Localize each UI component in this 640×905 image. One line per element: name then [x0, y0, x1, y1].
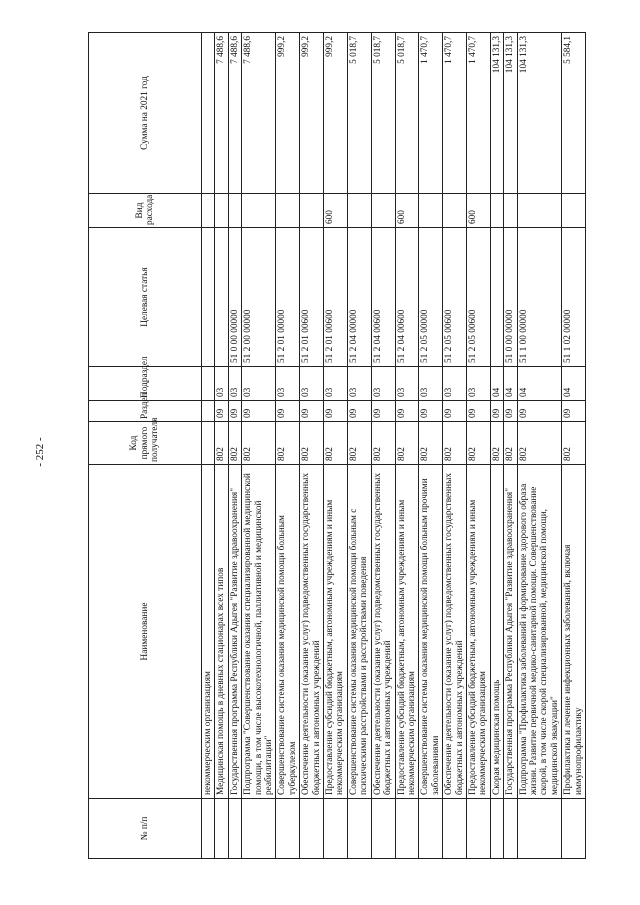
cell-summa: 104 131,3: [517, 33, 562, 194]
cell-podrazdel: 03: [443, 367, 467, 401]
cell-name: Профилактика и лечение инфекционных заболеваний, включая иммунопрофилактику: [562, 465, 586, 799]
cell-podrazdel: 03: [276, 367, 300, 401]
cell-statya: [215, 228, 228, 367]
table-row: [419, 33, 443, 859]
cell-code: 802: [242, 422, 276, 465]
cell-num: [504, 799, 517, 859]
cell-num: [228, 799, 241, 859]
cell-podrazdel: 04: [490, 367, 503, 401]
cell-podrazdel: 03: [395, 367, 419, 401]
cell-summa: 5 018,7: [395, 33, 419, 194]
cell-statya: 51 2 05 00600: [466, 228, 490, 367]
cell-num: [490, 799, 503, 859]
cell-statya: 51 1 00 00000: [517, 228, 562, 367]
cell-summa: 7 488,6: [215, 33, 228, 194]
cell-vid: [371, 194, 395, 228]
table-row: [347, 33, 371, 859]
cell-summa: 1 470,7: [443, 33, 467, 194]
header-num: № п/п: [89, 799, 202, 859]
cell-name: Совершенствование системы оказания медицинской помощи больным с психическими расстройствами и расстройствами поведения: [347, 465, 371, 799]
cell-vid: [276, 194, 300, 228]
table-row: [242, 33, 276, 859]
cell-name: Обеспечение деятельности (оказание услуг) подведомственных государственных бюджетных и автономных учреждений: [300, 465, 324, 799]
cell-podrazdel: 03: [371, 367, 395, 401]
cell-code: 802: [419, 422, 443, 465]
table-row: [466, 33, 490, 859]
header-podrazdel: Подраздел: [89, 367, 202, 401]
cell-code: 802: [324, 422, 348, 465]
cell-num: [443, 799, 467, 859]
cell-name: Совершенствование системы оказания медицинской помощи больным туберкулезом: [276, 465, 300, 799]
cell-vid: 600: [395, 194, 419, 228]
cell-razdel: 09: [504, 401, 517, 422]
cell-podrazdel: 03: [419, 367, 443, 401]
cell-vid: 600: [466, 194, 490, 228]
cell-num: [371, 799, 395, 859]
cell-razdel: 09: [228, 401, 241, 422]
table-row: [504, 33, 517, 859]
cell-code: 802: [347, 422, 371, 465]
cell-code: 802: [490, 422, 503, 465]
cell-razdel: 09: [490, 401, 503, 422]
cell-razdel: 09: [419, 401, 443, 422]
cell-vid: [517, 194, 562, 228]
cell-razdel: 09: [443, 401, 467, 422]
cell-statya: 51 2 01 00600: [300, 228, 324, 367]
cell-vid: [490, 194, 503, 228]
cell-summa: 999,2: [300, 33, 324, 194]
cell-razdel: 09: [466, 401, 490, 422]
cell-name: некоммерческим организациям: [202, 465, 215, 799]
cell-num: [242, 799, 276, 859]
cell-razdel: 09: [395, 401, 419, 422]
cell-num: [395, 799, 419, 859]
cell-name: Предоставление субсидий бюджетным, автономным учреждениям и иным некоммерческим организациям: [395, 465, 419, 799]
budget-table: [88, 32, 586, 859]
cell-statya: [490, 228, 503, 367]
cell-statya: 51 2 04 00000: [347, 228, 371, 367]
cell-summa: 1 470,7: [466, 33, 490, 194]
cell-summa: 104 131,3: [490, 33, 503, 194]
cell-num: [324, 799, 348, 859]
cell-code: 802: [228, 422, 241, 465]
cell-name: Государственная программа Республики Адыгея "Развитие здравоохранения": [228, 465, 241, 799]
cell-name: Предоставление субсидий бюджетным, автономным учреждениям и иным некоммерческим организациям: [324, 465, 348, 799]
rotated-table-container: [88, 33, 619, 859]
cell-vid: [347, 194, 371, 228]
cell-num: [347, 799, 371, 859]
cell-vid: [300, 194, 324, 228]
cell-code: 802: [395, 422, 419, 465]
cell-code: 802: [276, 422, 300, 465]
header-vid: Вид расхода: [89, 194, 202, 228]
cell-statya: 51 0 00 00000: [504, 228, 517, 367]
cell-name: Подпрограмма "Профилактика заболеваний и формирование здорового образа жизни. Развитие первичной медико-санитарной помощи. Совершенствование скорой, в том числе скорой специализированной, медицинской помощи, медицинской эвакуации": [517, 465, 562, 799]
table-row: [371, 33, 395, 859]
table-row: [324, 33, 348, 859]
cell-summa: 104 131,3: [504, 33, 517, 194]
table-row: [300, 33, 324, 859]
cell-code: [202, 422, 215, 465]
table-body: [202, 33, 586, 859]
cell-podrazdel: 04: [562, 367, 586, 401]
cell-summa: 5 018,7: [371, 33, 395, 194]
cell-name: Обеспечение деятельности (оказание услуг) подведомственных государственных бюджетных и автономных учреждений: [371, 465, 395, 799]
cell-num: [517, 799, 562, 859]
table-row: [228, 33, 241, 859]
cell-code: 802: [443, 422, 467, 465]
cell-summa: 7 488,6: [242, 33, 276, 194]
cell-statya: 51 2 01 00600: [324, 228, 348, 367]
cell-code: 802: [504, 422, 517, 465]
budget-table-page: [88, 33, 619, 859]
page-number: - 252 -: [34, 437, 46, 467]
cell-num: [202, 799, 215, 859]
cell-razdel: 09: [347, 401, 371, 422]
header-summa: Сумма на 2021 год: [89, 33, 202, 194]
table-row: [490, 33, 503, 859]
cell-podrazdel: 03: [466, 367, 490, 401]
cell-podrazdel: [202, 367, 215, 401]
cell-statya: 51 2 00 00000: [242, 228, 276, 367]
cell-statya: 51 2 04 00600: [395, 228, 419, 367]
cell-summa: 7 488,6: [228, 33, 241, 194]
table-row: [517, 33, 562, 859]
cell-num: [562, 799, 586, 859]
cell-name: Обеспечение деятельности (оказание услуг) подведомственных государственных бюджетных и автономных учреждений: [443, 465, 467, 799]
cell-name: Медицинская помощь в дневных стационарах всех типов: [215, 465, 228, 799]
cell-razdel: [202, 401, 215, 422]
cell-code: 802: [215, 422, 228, 465]
cell-razdel: 09: [371, 401, 395, 422]
cell-statya: [202, 228, 215, 367]
header-name: Наименование: [89, 465, 202, 799]
table-row: [276, 33, 300, 859]
cell-razdel: 09: [300, 401, 324, 422]
cell-name: Предоставление субсидий бюджетным, автономным учреждениям и иным некоммерческим организациям: [466, 465, 490, 799]
cell-code: 802: [562, 422, 586, 465]
cell-name: Подпрограмма "Совершенствование оказания специализированной медицинской помощи, в том числе высокотехнологичной, паллиативной и медицинской реабилитации": [242, 465, 276, 799]
header-statya: Целевая статья: [89, 228, 202, 367]
cell-summa: 999,2: [276, 33, 300, 194]
cell-podrazdel: 03: [300, 367, 324, 401]
cell-name: Государственная программа Республики Адыгея "Развитие здравоохранения": [504, 465, 517, 799]
table-row: [395, 33, 419, 859]
cell-podrazdel: 03: [324, 367, 348, 401]
cell-vid: [504, 194, 517, 228]
cell-code: 802: [371, 422, 395, 465]
table-row: [562, 33, 586, 859]
cell-vid: [242, 194, 276, 228]
cell-vid: [419, 194, 443, 228]
cell-razdel: 09: [562, 401, 586, 422]
table-row: [215, 33, 228, 859]
cell-vid: [228, 194, 241, 228]
table-row: [202, 33, 215, 859]
cell-razdel: 09: [276, 401, 300, 422]
cell-num: [300, 799, 324, 859]
cell-vid: [562, 194, 586, 228]
cell-num: [276, 799, 300, 859]
cell-podrazdel: 03: [347, 367, 371, 401]
cell-vid: [215, 194, 228, 228]
cell-summa: [202, 33, 215, 194]
cell-summa: 5 584,1: [562, 33, 586, 194]
cell-razdel: 09: [215, 401, 228, 422]
cell-summa: 999,2: [324, 33, 348, 194]
table-header-row: [89, 33, 202, 859]
cell-vid: [443, 194, 467, 228]
cell-razdel: 09: [324, 401, 348, 422]
cell-podrazdel: 04: [504, 367, 517, 401]
cell-podrazdel: 03: [215, 367, 228, 401]
cell-statya: 51 2 05 00000: [419, 228, 443, 367]
cell-vid: [202, 194, 215, 228]
cell-name: Скорая медицинская помощь: [490, 465, 503, 799]
header-razdel: Раздел: [89, 401, 202, 422]
cell-statya: 51 2 04 00600: [371, 228, 395, 367]
cell-razdel: 09: [242, 401, 276, 422]
cell-statya: 51 0 00 00000: [228, 228, 241, 367]
cell-vid: 600: [324, 194, 348, 228]
cell-statya: 51 2 01 00000: [276, 228, 300, 367]
cell-code: 802: [517, 422, 562, 465]
cell-summa: 5 018,7: [347, 33, 371, 194]
cell-name: Совершенствование системы оказания медицинской помощи больным прочими заболеваниями: [419, 465, 443, 799]
cell-num: [466, 799, 490, 859]
cell-code: 802: [300, 422, 324, 465]
cell-razdel: 09: [517, 401, 562, 422]
cell-podrazdel: 03: [228, 367, 241, 401]
header-code: Код прямого получателя: [89, 422, 202, 465]
cell-podrazdel: 03: [242, 367, 276, 401]
cell-num: [215, 799, 228, 859]
cell-code: 802: [466, 422, 490, 465]
cell-summa: 1 470,7: [419, 33, 443, 194]
cell-num: [419, 799, 443, 859]
cell-podrazdel: 04: [517, 367, 562, 401]
cell-statya: 51 2 05 00600: [443, 228, 467, 367]
cell-statya: 51 1 02 00000: [562, 228, 586, 367]
table-row: [443, 33, 467, 859]
